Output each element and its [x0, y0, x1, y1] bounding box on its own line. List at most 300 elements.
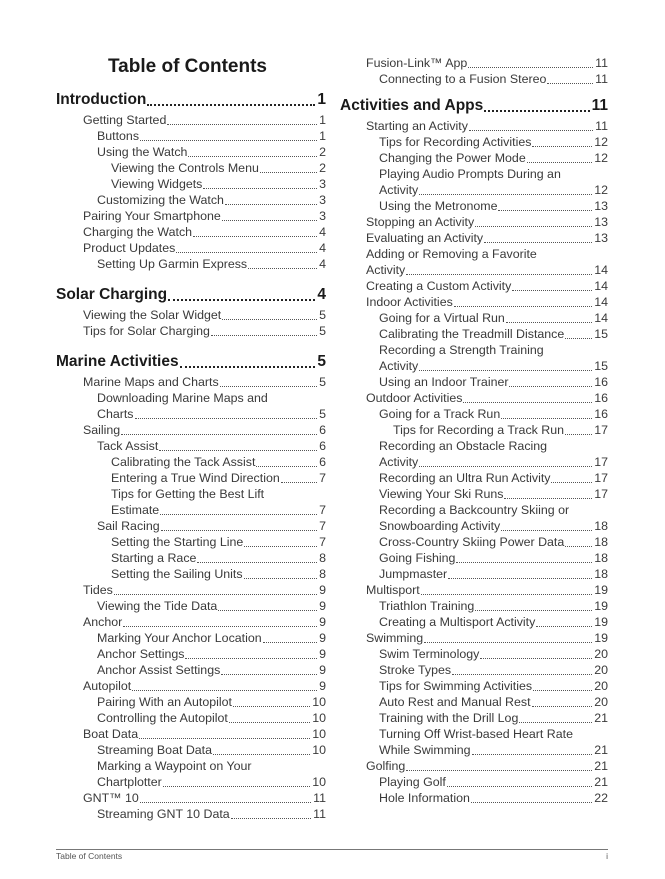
- toc-entry-label: Playing Audio Prompts During an: [379, 167, 561, 181]
- toc-entry-link[interactable]: [366, 278, 608, 294]
- dot-leader: [159, 449, 317, 451]
- dot-leader: [475, 609, 592, 611]
- dot-leader: [509, 385, 592, 387]
- dot-leader: [484, 109, 589, 112]
- toc-entry-link[interactable]: [97, 694, 326, 710]
- toc-entry-link[interactable]: [379, 134, 608, 150]
- toc-page-number: 12: [594, 135, 608, 149]
- dot-leader: [454, 305, 592, 307]
- dot-leader: [536, 625, 592, 627]
- toc-entry-link[interactable]: [379, 678, 608, 694]
- toc-entry-link[interactable]: [97, 438, 326, 454]
- toc-page-number: 7: [319, 519, 326, 533]
- toc-page-number: 14: [594, 311, 608, 325]
- toc-entry-link[interactable]: [83, 112, 326, 128]
- toc-page-number: 22: [594, 791, 608, 805]
- toc-page-number: 14: [594, 295, 608, 309]
- toc-entry-label: Activity: [379, 455, 419, 469]
- dot-leader: [222, 318, 317, 320]
- toc-entry-link[interactable]: [379, 694, 608, 710]
- dot-leader: [188, 155, 317, 157]
- toc-entry-link[interactable]: [366, 118, 608, 134]
- toc-entry-link[interactable]: [379, 358, 608, 374]
- toc-entry-label: Customizing the Watch: [97, 193, 224, 207]
- dot-leader: [519, 721, 592, 723]
- dot-leader: [256, 465, 317, 467]
- toc-entry-label: Buttons: [97, 129, 140, 143]
- toc-entry-label: Starting a Race: [111, 551, 197, 565]
- toc-entry-label: Going for a Track Run: [379, 407, 501, 421]
- toc-section-link[interactable]: [56, 285, 326, 305]
- toc-page-number: 1: [319, 113, 326, 127]
- toc-entry-link[interactable]: [97, 144, 326, 160]
- toc-entry-link[interactable]: [366, 214, 608, 230]
- toc-entry-label: Fusion-Link™ App: [366, 56, 468, 70]
- toc-entry-link[interactable]: [379, 310, 608, 326]
- toc-entry-label: Chartplotter: [97, 775, 162, 789]
- dot-leader: [233, 705, 310, 707]
- toc-page-number: 10: [312, 775, 326, 789]
- dot-leader: [419, 369, 592, 371]
- dot-leader: [527, 161, 592, 163]
- toc-page-number: 4: [317, 286, 326, 303]
- toc-entry-label: Calibrating the Treadmill Distance: [379, 327, 565, 341]
- toc-entry-link[interactable]: [366, 630, 608, 646]
- toc-entry-label: Hole Information: [379, 791, 470, 805]
- toc-page-number: 8: [319, 551, 326, 565]
- toc-entry-label: Marking Your Anchor Location: [97, 631, 262, 645]
- dot-leader: [498, 209, 592, 211]
- dot-leader: [501, 417, 592, 419]
- dot-leader: [565, 545, 592, 547]
- toc-entry-label: Activity: [379, 359, 419, 373]
- toc-entry-link[interactable]: [366, 55, 608, 71]
- toc-entry-label: Pairing Your Smartphone: [83, 209, 221, 223]
- toc-entry-link[interactable]: [366, 758, 608, 774]
- dot-leader: [484, 241, 592, 243]
- dot-leader: [231, 817, 311, 819]
- dot-leader: [471, 801, 592, 803]
- toc-entry-label: Changing the Power Mode: [379, 151, 526, 165]
- toc-entry-link[interactable]: [379, 790, 608, 806]
- toc-entry-label: Jumpmaster: [379, 567, 448, 581]
- dot-leader: [161, 529, 317, 531]
- toc-page-number: 13: [594, 199, 608, 213]
- toc-page-number: 17: [594, 455, 608, 469]
- toc-entry-link[interactable]: [83, 614, 326, 630]
- toc-entry-link[interactable]: [366, 262, 608, 278]
- toc-entry-label: Estimate: [111, 503, 160, 517]
- toc-page-number: 4: [319, 257, 326, 271]
- toc-entry-link[interactable]: [379, 454, 608, 470]
- toc-entry-link[interactable]: [97, 518, 326, 534]
- toc-entry-link[interactable]: [379, 486, 608, 502]
- toc-entry-label: Tips for Solar Charging: [83, 324, 210, 338]
- toc-page-number: 5: [317, 353, 326, 370]
- toc-entry-label: Multisport: [366, 583, 420, 597]
- toc-entry-label: Setting the Starting Line: [111, 535, 244, 549]
- toc-entry-label: GNT™ 10: [83, 791, 139, 805]
- dot-leader: [512, 289, 592, 291]
- toc-page-number: 10: [312, 743, 326, 757]
- toc-section-link[interactable]: [340, 96, 608, 116]
- toc-entry-label: Setting the Sailing Units: [111, 567, 243, 581]
- dot-leader: [220, 385, 317, 387]
- toc-entry-label: Triathlon Training: [379, 599, 475, 613]
- toc-entry-link[interactable]: [379, 406, 608, 422]
- toc-entry-label: Cross-Country Skiing Power Data: [379, 535, 565, 549]
- toc-entry-link[interactable]: [379, 550, 608, 566]
- toc-page-number: 20: [594, 663, 608, 677]
- footer-section-label: Table of Contents: [56, 851, 123, 861]
- toc-page-number: 9: [319, 663, 326, 677]
- toc-entry-label: Snowboarding Activity: [379, 519, 501, 533]
- toc-entry-link[interactable]: [111, 534, 326, 550]
- toc-entry-link[interactable]: [379, 534, 608, 550]
- toc-entry-link[interactable]: [83, 307, 326, 323]
- toc-page-number: 6: [319, 455, 326, 469]
- dot-leader: [222, 219, 317, 221]
- toc-entry-link[interactable]: [379, 374, 608, 390]
- dot-leader: [419, 193, 592, 195]
- toc-entry-label: Entering a True Wind Direction: [111, 471, 280, 485]
- toc-entry-label: Viewing Your Ski Runs: [379, 487, 504, 501]
- toc-page-number: 5: [319, 407, 326, 421]
- toc-entry-label: Using the Metronome: [379, 199, 498, 213]
- toc-entry-link[interactable]: [111, 176, 326, 192]
- toc-page-number: 20: [594, 647, 608, 661]
- toc-page-number: 6: [319, 423, 326, 437]
- toc-page-number: 13: [594, 231, 608, 245]
- toc-entry-link[interactable]: [366, 294, 608, 310]
- toc-entry-label: Going for a Virtual Run: [379, 311, 505, 325]
- toc-page-number: 5: [319, 375, 326, 389]
- dot-leader: [167, 123, 317, 125]
- toc-entry-link[interactable]: [111, 160, 326, 176]
- dot-leader: [160, 513, 317, 515]
- toc-entry-link[interactable]: [97, 742, 326, 758]
- toc-entry-link[interactable]: [111, 502, 326, 518]
- dot-leader: [448, 577, 592, 579]
- toc-entry-label: Anchor Assist Settings: [97, 663, 221, 677]
- toc-entry-label: Stopping an Activity: [366, 215, 475, 229]
- toc-entry-link[interactable]: [379, 198, 608, 214]
- dot-leader: [504, 497, 592, 499]
- dot-leader: [452, 673, 592, 675]
- toc-entry-label: Viewing the Tide Data: [97, 599, 218, 613]
- toc-page-number: 2: [319, 161, 326, 175]
- toc-page-number: 18: [594, 551, 608, 565]
- dot-leader: [456, 561, 592, 563]
- toc-entry-label: Pairing With an Autopilot: [97, 695, 232, 709]
- toc-entry-label: Evaluating an Activity: [366, 231, 484, 245]
- dot-leader: [469, 129, 593, 131]
- toc-entry-link[interactable]: [83, 790, 326, 806]
- dot-leader: [419, 465, 592, 467]
- toc-entry-link[interactable]: [83, 422, 326, 438]
- toc-entry-label: Sailing: [83, 423, 121, 437]
- toc-entry-link[interactable]: [83, 374, 326, 390]
- toc-entry-label: Turning Off Wrist-based Heart Rate: [379, 727, 573, 741]
- toc-page-number: 3: [319, 177, 326, 191]
- toc-entry-link[interactable]: [83, 582, 326, 598]
- footer-page-number: i: [606, 851, 608, 861]
- toc-page-number: 20: [594, 679, 608, 693]
- footer-divider: [56, 849, 608, 850]
- toc-page-number: 10: [312, 695, 326, 709]
- dot-leader: [163, 785, 310, 787]
- toc-entry-label: Viewing Widgets: [111, 177, 203, 191]
- dot-leader: [406, 273, 592, 275]
- dot-leader: [197, 561, 317, 563]
- toc-page-number: 19: [594, 631, 608, 645]
- toc-page-number: 17: [594, 487, 608, 501]
- dot-leader: [121, 433, 317, 435]
- toc-entry-link[interactable]: [83, 678, 326, 694]
- dot-leader: [447, 785, 592, 787]
- toc-entry-link[interactable]: [97, 128, 326, 144]
- toc-entry-link[interactable]: [379, 774, 608, 790]
- toc-entry-label: Using the Watch: [97, 145, 188, 159]
- toc-entry-link[interactable]: [379, 646, 608, 662]
- dot-leader: [132, 689, 317, 691]
- dot-leader: [140, 801, 311, 803]
- toc-entry-label: Viewing the Solar Widget: [83, 308, 222, 322]
- toc-page-number: 17: [594, 423, 608, 437]
- toc-page-number: 9: [319, 679, 326, 693]
- dot-leader: [533, 689, 592, 691]
- toc-entry-link[interactable]: [111, 566, 326, 582]
- dot-leader: [547, 82, 593, 84]
- toc-entry-link[interactable]: [393, 422, 608, 438]
- dot-leader: [244, 545, 317, 547]
- toc-page-number: 11: [591, 97, 608, 114]
- toc-entry-link[interactable]: [366, 390, 608, 406]
- toc-entry-link[interactable]: [111, 454, 326, 470]
- toc-entry-label: Getting Started: [83, 113, 167, 127]
- dot-leader: [180, 365, 316, 368]
- toc-section-link[interactable]: [56, 352, 326, 372]
- dot-leader: [260, 171, 317, 173]
- toc-page-number: 7: [319, 471, 326, 485]
- toc-page-number: 19: [594, 599, 608, 613]
- toc-page-number: 12: [594, 183, 608, 197]
- toc-entry-link[interactable]: [379, 566, 608, 582]
- dot-leader: [229, 721, 310, 723]
- toc-page-number: 18: [594, 535, 608, 549]
- toc-page-number: 21: [594, 711, 608, 725]
- toc-page-number: 11: [313, 791, 326, 805]
- toc-entry-link[interactable]: [97, 630, 326, 646]
- toc-entry-label: Recording a Strength Training: [379, 343, 544, 357]
- toc-entry-label: Sail Racing: [97, 519, 160, 533]
- toc-page-number: 7: [319, 535, 326, 549]
- dot-leader: [501, 529, 592, 531]
- toc-page-number: 17: [594, 471, 608, 485]
- toc-page-number: 3: [319, 193, 326, 207]
- toc-entry-label: Tack Assist: [97, 439, 159, 453]
- toc-entry-link[interactable]: [97, 192, 326, 208]
- toc-entry-label: Playing Golf: [379, 775, 446, 789]
- toc-page-number: 5: [319, 308, 326, 322]
- dot-leader: [135, 417, 318, 419]
- toc-page-number: 3: [319, 209, 326, 223]
- toc-page-number: 2: [319, 145, 326, 159]
- toc-page-number: 16: [594, 375, 608, 389]
- toc-entry-label: Going Fishing: [379, 551, 456, 565]
- toc-entry-link[interactable]: [97, 256, 326, 272]
- toc-entry-link[interactable]: [379, 598, 608, 614]
- dot-leader: [123, 625, 317, 627]
- dot-leader: [147, 103, 315, 106]
- toc-entry-label: Marine Activities: [56, 353, 179, 370]
- toc-entry-link[interactable]: [83, 208, 326, 224]
- dot-leader: [213, 753, 310, 755]
- dot-leader: [532, 705, 593, 707]
- toc-entry-label: Starting an Activity: [366, 119, 468, 133]
- toc-entry-link[interactable]: [379, 662, 608, 678]
- dot-leader: [114, 593, 317, 595]
- toc-page-number: 15: [594, 359, 608, 373]
- toc-entry-label: Calibrating the Tack Assist: [111, 455, 256, 469]
- toc-page-number: 7: [319, 503, 326, 517]
- toc-page-number: 21: [594, 743, 608, 757]
- toc-entry-link[interactable]: [366, 230, 608, 246]
- toc-entry-link[interactable]: [379, 71, 608, 87]
- toc-entry-label: Activities and Apps: [340, 97, 484, 114]
- toc-entry-link[interactable]: [97, 806, 326, 822]
- toc-page-number: 9: [319, 599, 326, 613]
- toc-entry-label: Adding or Removing a Favorite: [366, 247, 537, 261]
- toc-entry-link[interactable]: [97, 646, 326, 662]
- toc-page-number: 14: [594, 279, 608, 293]
- toc-page-number: 21: [594, 775, 608, 789]
- toc-entry-link[interactable]: [111, 470, 326, 486]
- toc-entry-link[interactable]: [379, 710, 608, 726]
- dot-leader: [551, 481, 592, 483]
- dot-leader: [244, 577, 318, 579]
- toc-entry-link[interactable]: [379, 518, 608, 534]
- toc-entry-link[interactable]: [379, 742, 608, 758]
- toc-entry-link[interactable]: [111, 550, 326, 566]
- toc-entry-label: Anchor Settings: [97, 647, 185, 661]
- toc-page-number: 11: [595, 56, 608, 70]
- toc-entry-link[interactable]: [97, 774, 326, 790]
- toc-section-link[interactable]: [56, 90, 326, 110]
- toc-entry-link[interactable]: [97, 598, 326, 614]
- toc-entry-label: Marking a Waypoint on Your: [97, 759, 252, 773]
- toc-entry-label: Creating a Custom Activity: [366, 279, 512, 293]
- toc-entry-label: Introduction: [56, 91, 147, 108]
- dot-leader: [221, 673, 317, 675]
- page-title: Table of Contents: [107, 56, 268, 77]
- toc-entry-label: Streaming GNT 10 Data: [97, 807, 230, 821]
- toc-entry-link[interactable]: [379, 150, 608, 166]
- toc-entry-label: Golfing: [366, 759, 406, 773]
- dot-leader: [532, 145, 592, 147]
- toc-page-number: 13: [594, 215, 608, 229]
- dot-leader: [506, 321, 592, 323]
- toc-page-number: 18: [594, 567, 608, 581]
- toc-entry-label: Creating a Multisport Activity: [379, 615, 536, 629]
- toc-entry-label: Tips for Recording Activities: [379, 135, 532, 149]
- toc-page-number: 9: [319, 647, 326, 661]
- toc-entry-link[interactable]: [379, 326, 608, 342]
- dot-leader: [565, 337, 592, 339]
- toc-page-number: 1: [317, 91, 326, 108]
- toc-entry-label: Viewing the Controls Menu: [111, 161, 259, 175]
- toc-entry-link[interactable]: [83, 240, 326, 256]
- toc-page-number: 4: [319, 225, 326, 239]
- toc-page-number: 18: [594, 519, 608, 533]
- toc-entry-label: Solar Charging: [56, 286, 168, 303]
- dot-leader: [203, 187, 317, 189]
- dot-leader: [263, 641, 317, 643]
- toc-entry-label: Using an Indoor Trainer: [379, 375, 509, 389]
- toc-entry-label: While Swimming: [379, 743, 471, 757]
- toc-entry-link[interactable]: [97, 406, 326, 422]
- dot-leader: [406, 769, 592, 771]
- toc-entry-label: Charts: [97, 407, 134, 421]
- toc-entry-label: Activity: [366, 263, 406, 277]
- dot-leader: [139, 737, 310, 739]
- toc-entry-label: Controlling the Autopilot: [97, 711, 228, 725]
- toc-entry-link[interactable]: [366, 582, 608, 598]
- toc-entry-link[interactable]: [97, 710, 326, 726]
- toc-entry-label: Stroke Types: [379, 663, 452, 677]
- dot-leader: [211, 334, 317, 336]
- toc-entry-label: Tips for Recording a Track Run: [393, 423, 565, 437]
- dot-leader: [176, 251, 317, 253]
- toc-entry-link[interactable]: [83, 726, 326, 742]
- dot-leader: [565, 433, 592, 435]
- dot-leader: [140, 139, 317, 141]
- toc-page-number: 21: [594, 759, 608, 773]
- toc-page-number: 9: [319, 615, 326, 629]
- dot-leader: [463, 401, 592, 403]
- dot-leader: [424, 641, 592, 643]
- toc-entry-label: Training with the Drill Log: [379, 711, 519, 725]
- dot-leader: [475, 225, 592, 227]
- toc-page-number: 19: [594, 583, 608, 597]
- toc-page-number: 15: [594, 327, 608, 341]
- toc-page-number: 1: [319, 129, 326, 143]
- toc-entry-link[interactable]: [379, 470, 608, 486]
- dot-leader: [281, 481, 317, 483]
- toc-page-number: 14: [594, 263, 608, 277]
- toc-page-number: 6: [319, 439, 326, 453]
- toc-page-number: 10: [312, 711, 326, 725]
- toc-entry-label: Tides: [83, 583, 113, 597]
- toc-page-number: 10: [312, 727, 326, 741]
- toc-page-number: 11: [595, 72, 608, 86]
- toc-page-number: 12: [594, 151, 608, 165]
- toc-entry-label: Downloading Marine Maps and: [97, 391, 268, 405]
- toc-entry-link[interactable]: [379, 182, 608, 198]
- toc-entry-label: Charging the Watch: [83, 225, 193, 239]
- toc-entry-label: Recording an Ultra Run Activity: [379, 471, 551, 485]
- toc-entry-label: Recording a Backcountry Skiing or: [379, 503, 570, 517]
- toc-page-number: 4: [319, 241, 326, 255]
- toc-entry-link[interactable]: [97, 662, 326, 678]
- dot-leader: [421, 593, 592, 595]
- toc-entry-link[interactable]: [83, 323, 326, 339]
- toc-entry-label: Anchor: [83, 615, 123, 629]
- toc-entry-link[interactable]: [379, 614, 608, 630]
- toc-entry-link[interactable]: [83, 224, 326, 240]
- toc-page-number: 16: [594, 391, 608, 405]
- toc-entry-label: Autopilot: [83, 679, 132, 693]
